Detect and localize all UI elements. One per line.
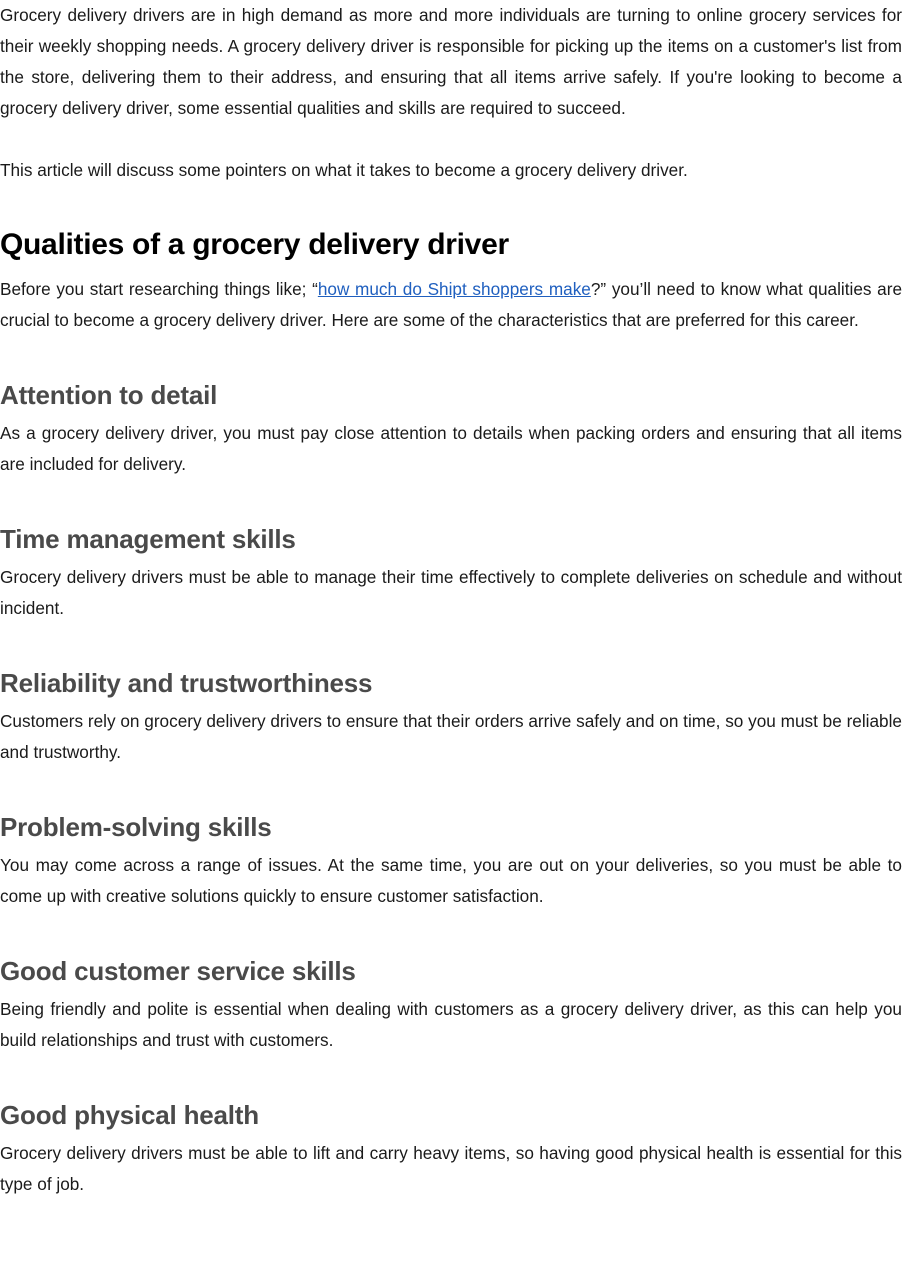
section-heading-customer-service: Good customer service skills (0, 956, 356, 986)
section-heading-time-management: Time management skills (0, 524, 296, 554)
section-body-customer-service: Being friendly and polite is essential when dealing with customers as a grocery delivery driver, as this can help you build relationships and trust with customers. (0, 999, 902, 1050)
section-body-attention: As a grocery delivery driver, you must pay close attention to details when packing orders and ensuring that all items are included for delivery. (0, 423, 902, 474)
lead-text-after: ?” you’ll need to know what qualities are crucial to become a grocery delivery driver. Here are some of the characteristics that are preferred for this career. (0, 279, 902, 330)
section-heading-reliability: Reliability and trustworthiness (0, 668, 373, 698)
shipt-shoppers-link[interactable]: how much do Shipt shoppers make (317, 279, 591, 299)
section-body-problem-solving: You may come across a range of issues. At the same time, you are out on your deliveries, so you must be able to come up with creative solutions quickly to ensure customer satisfaction. (0, 855, 902, 906)
lead-text-before: Before you start researching things like; “ (0, 279, 318, 299)
section-heading-physical-health: Good physical health (0, 1100, 259, 1130)
section-heading-attention: Attention to detail (0, 380, 218, 410)
section-body-physical-health: Grocery delivery drivers must be able to lift and carry heavy items, so having good physical health is essential for this type of job. (0, 1143, 902, 1194)
intro-paragraph: Grocery delivery drivers are in high demand as more and more individuals are turning to online grocery services for their weekly shopping needs. A grocery delivery driver is responsible for picking up the items on a customer's list from the store, delivering them to their address, and ensuring that all items arrive safely. If you're looking to become a grocery delivery driver, some essential qualities and skills are required to succeed. (0, 5, 902, 118)
qualities-lead-paragraph (0, 274, 902, 336)
section-body-time-management: Grocery delivery drivers must be able to manage their time effectively to complete deliveries on schedule and without incident. (0, 567, 902, 618)
intro-summary-paragraph: This article will discuss some pointers on what it takes to become a grocery delivery driver. (0, 160, 688, 180)
section-body-reliability: Customers rely on grocery delivery drivers to ensure that their orders arrive safely and on time, so you must be reliable and trustworthy. (0, 711, 902, 762)
qualities-heading: Qualities of a grocery delivery driver (0, 228, 509, 261)
section-heading-problem-solving: Problem-solving skills (0, 812, 272, 842)
